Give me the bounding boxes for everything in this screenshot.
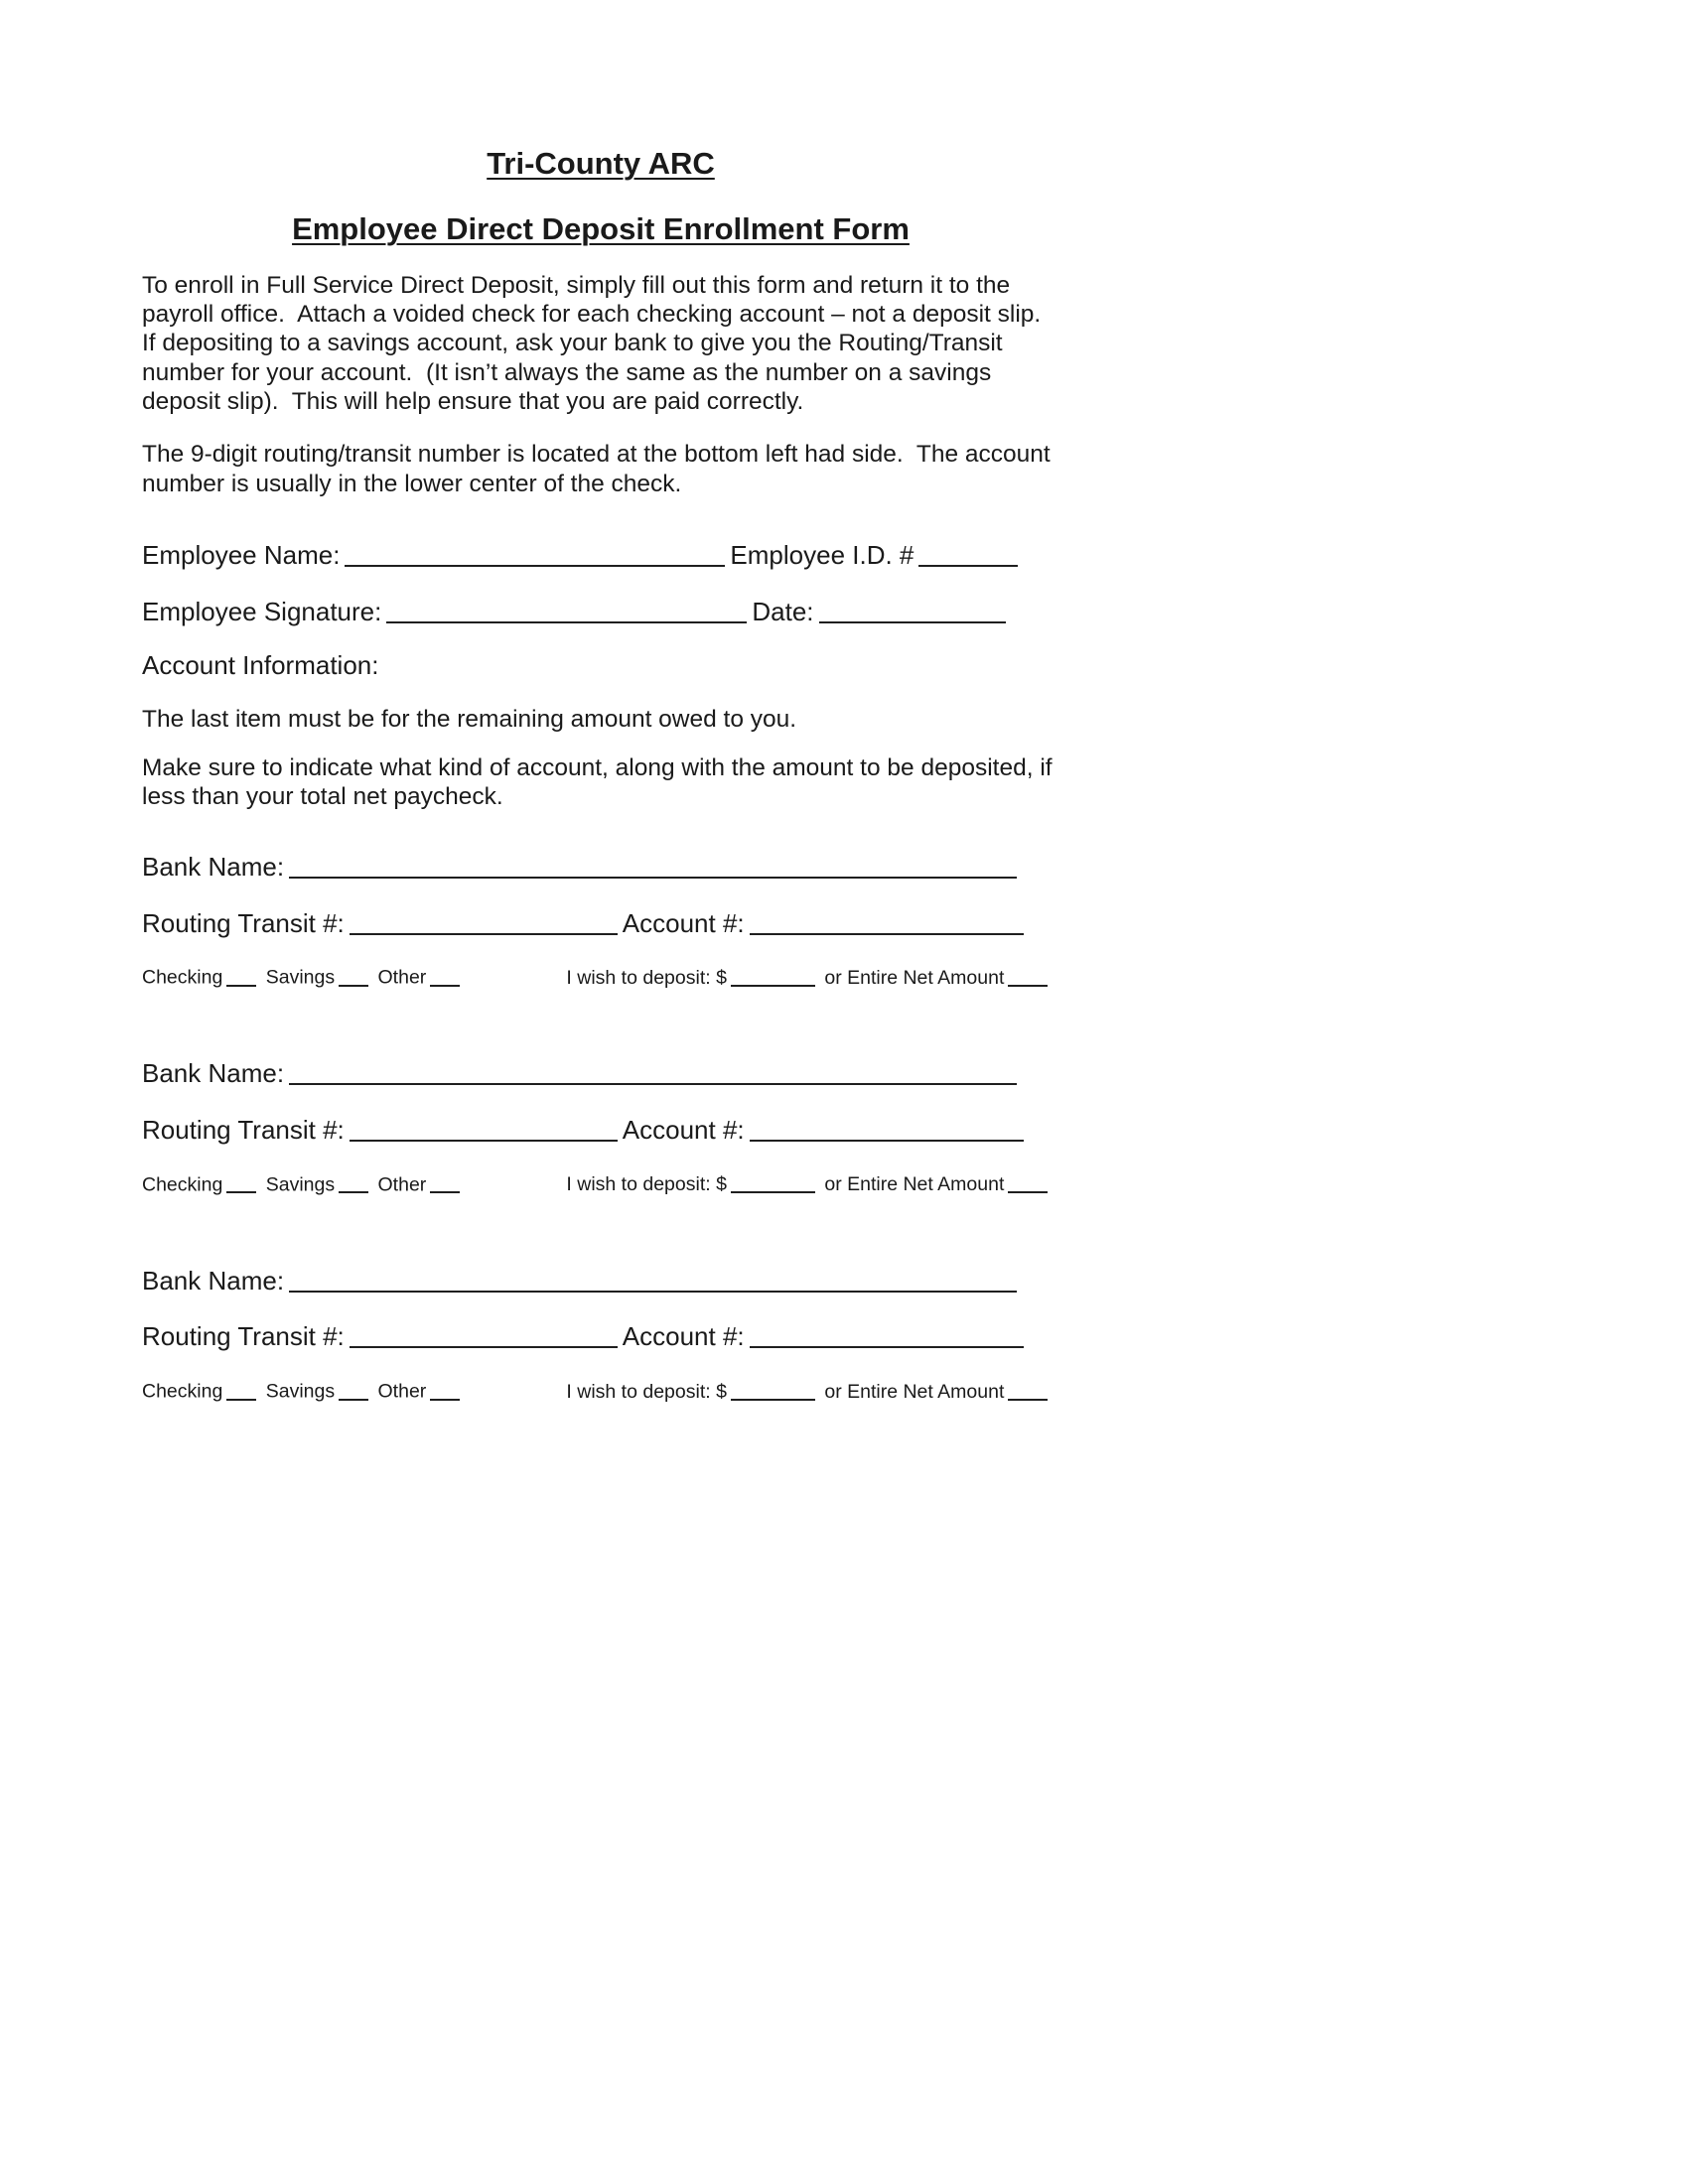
- routing-transit-label: Routing Transit #:: [142, 907, 345, 938]
- bank-block-3: [142, 1262, 1059, 1405]
- account-type-line: [142, 962, 1059, 991]
- date-label: Date:: [752, 597, 814, 627]
- employee-name-label: Employee Name:: [142, 540, 341, 571]
- routing-account-line: [142, 1317, 1059, 1354]
- note-last-item: The last item must be for the remaining amount owed to you.: [142, 705, 797, 733]
- deposit-amount-group: [561, 1381, 1052, 1403]
- bank-name-blank: [289, 851, 1017, 879]
- routing-transit-label: Routing Transit #:: [142, 1115, 345, 1146]
- checking-label: Checking: [142, 966, 223, 989]
- entire-net-blank: [1008, 965, 1048, 987]
- employee-signature-blank: [386, 596, 747, 623]
- savings-label: Savings: [265, 1173, 336, 1196]
- savings-blank: [339, 1172, 368, 1194]
- account-type-options: [142, 962, 561, 991]
- savings-blank: [339, 965, 368, 987]
- bank-name-label: Bank Name:: [142, 851, 285, 882]
- document-subtitle-text: Employee Direct Deposit Enrollment Form: [292, 210, 910, 246]
- other-label: Other: [377, 1173, 427, 1196]
- savings-label: Savings: [265, 966, 336, 989]
- account-number-label: Account #:: [622, 1115, 745, 1146]
- routing-account-line: [142, 1111, 1059, 1148]
- entire-net-blank: [1008, 1172, 1048, 1194]
- account-number-label: Account #:: [622, 1321, 745, 1352]
- intro-paragraph: To enroll in Full Service Direct Deposit, simply fill out this form and return it to the payroll office. Attach a voided check for each checking account – not a deposit slip. If depositing to a savings account, ask your bank to give you the Routing/Transit number for your account. (It isn’t always the same as the number on a savings deposit slip). This will help ensure that you are paid correctly.: [142, 271, 1055, 416]
- routing-transit-label: Routing Transit #:: [142, 1321, 345, 1352]
- deposit-amount-blank: [731, 965, 815, 987]
- account-type-options: [142, 1376, 561, 1405]
- routing-note-paragraph: The 9-digit routing/transit number is located at the bottom left had side. The account number is usually in the lower center of the check.: [142, 441, 1057, 497]
- bank-name-label: Bank Name:: [142, 1058, 285, 1089]
- employee-signature-line: [142, 593, 1059, 629]
- other-blank: [430, 1172, 460, 1194]
- other-label: Other: [377, 1380, 427, 1403]
- note-indicate-account-kind: Make sure to indicate what kind of account, along with the amount to be deposited, if less than your total net paycheck.: [142, 754, 1059, 811]
- deposit-amount-group: [561, 1173, 1052, 1195]
- bank-name-line: [142, 1262, 1059, 1298]
- account-number-blank: [750, 1320, 1024, 1348]
- other-blank: [430, 1379, 460, 1401]
- bank-block-1: [142, 848, 1059, 991]
- entire-net-label: or Entire Net Amount: [824, 1380, 1005, 1403]
- deposit-amount-group: [561, 967, 1052, 989]
- employee-id-blank: [918, 539, 1018, 567]
- employee-name-blank: [345, 539, 725, 567]
- deposit-label: I wish to deposit: $: [566, 1380, 727, 1403]
- employee-signature-label: Employee Signature:: [142, 597, 382, 627]
- bank-name-blank: [289, 1057, 1017, 1085]
- bank-name-line: [142, 848, 1059, 885]
- routing-transit-blank: [350, 1114, 618, 1142]
- bank-name-line: [142, 1054, 1059, 1091]
- deposit-label: I wish to deposit: $: [566, 1173, 727, 1196]
- deposit-amount-blank: [731, 1379, 815, 1401]
- savings-blank: [339, 1379, 368, 1401]
- bank-name-label: Bank Name:: [142, 1265, 285, 1296]
- bank-block-2: [142, 1054, 1059, 1197]
- date-blank: [819, 596, 1006, 623]
- document-title: [142, 145, 1059, 184]
- document-subtitle: [142, 210, 1059, 249]
- routing-transit-blank: [350, 1320, 618, 1348]
- employee-name-line: [142, 536, 1059, 573]
- checking-blank: [226, 1172, 256, 1194]
- document-page: [0, 0, 1059, 1405]
- other-blank: [430, 965, 460, 987]
- entire-net-label: or Entire Net Amount: [824, 1173, 1005, 1196]
- checking-blank: [226, 965, 256, 987]
- account-number-blank: [750, 907, 1024, 935]
- savings-label: Savings: [265, 1380, 336, 1403]
- routing-transit-blank: [350, 907, 618, 935]
- entire-net-blank: [1008, 1379, 1048, 1401]
- checking-label: Checking: [142, 1380, 223, 1403]
- account-number-label: Account #:: [622, 907, 745, 938]
- entire-net-label: or Entire Net Amount: [824, 966, 1005, 989]
- account-type-options: [142, 1169, 561, 1198]
- bank-name-blank: [289, 1265, 1017, 1293]
- document-title-text: Tri-County ARC: [487, 146, 715, 181]
- employee-id-label: Employee I.D. #: [730, 540, 914, 571]
- other-label: Other: [377, 966, 427, 989]
- account-type-line: [142, 1169, 1059, 1198]
- checking-blank: [226, 1379, 256, 1401]
- deposit-label: I wish to deposit: $: [566, 966, 727, 989]
- account-type-line: [142, 1376, 1059, 1405]
- routing-account-line: [142, 904, 1059, 941]
- checking-label: Checking: [142, 1173, 223, 1196]
- account-information-heading: Account Information:: [142, 649, 379, 680]
- deposit-amount-blank: [731, 1172, 815, 1194]
- account-number-blank: [750, 1114, 1024, 1142]
